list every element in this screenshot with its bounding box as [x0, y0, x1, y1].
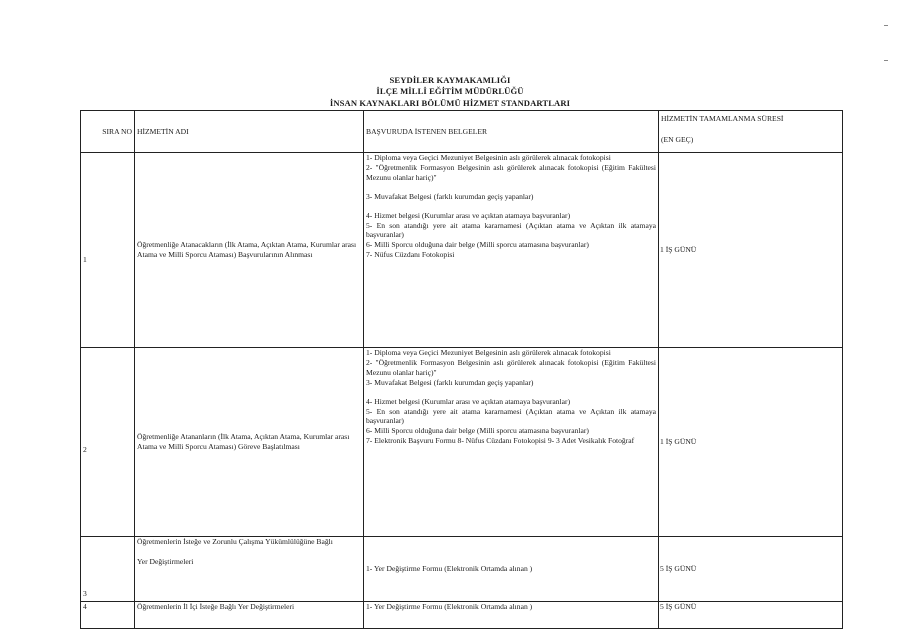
service-name-line: Yer Değiştirmeleri	[137, 556, 194, 566]
service-name: Öğretmenlerin İl İçi İsteğe Bağlı Yer Değiştirmeleri	[135, 602, 364, 629]
table-header-row	[81, 111, 843, 153]
row-number: 1	[81, 153, 135, 348]
row-number: 3	[81, 537, 135, 602]
row-number: 4	[81, 602, 135, 629]
required-documents	[364, 153, 659, 348]
table-row	[81, 602, 843, 629]
scan-speck	[884, 25, 888, 26]
completion-time: 5 İŞ GÜNÜ	[659, 602, 843, 629]
service-name	[135, 537, 364, 602]
header-no: SIRA NO	[81, 111, 135, 153]
document-item: 6- Milli Sporcu olduğuna dair belge (Milli sporcu atamasına başvuranlar)	[366, 426, 589, 436]
header-duration-title: HİZMETİN TAMAMLANMA SÜRESİ	[661, 114, 784, 123]
header-duration-note: (EN GEÇ)	[661, 134, 694, 144]
document-item: 1- Yer Değiştirme Formu (Elektronik Ortamda alınan )	[366, 602, 533, 611]
table-row	[81, 348, 843, 537]
institution-title: SEYDİLER KAYMAKAMLIĞI	[389, 75, 511, 85]
document-item: 3- Muvafakat Belgesi (farklı kurumdan geçiş yapanlar)	[366, 191, 534, 201]
header-duration	[659, 111, 843, 153]
header-service: HİZMETİN ADI	[135, 111, 364, 153]
document-item: 2- "Öğretmenlik Formasyon Belgesinin aslı görülerek alınacak fotokopisi (Eğitim Fakültesi Mezunu olanlar hariç)"	[366, 357, 656, 377]
service-name: Öğretmenliğe Atanacakların (İlk Atama, Açıktan Atama, Kurumlar arası Atama ve Milli Sporcu Ataması) Başvurularının Alınması	[135, 153, 364, 348]
required-documents	[364, 537, 659, 602]
header-documents: BAŞVURUDA İSTENEN BELGELER	[364, 111, 659, 153]
document-item: 4- Hizmet belgesi (Kurumlar arası ve açıktan atamaya başvuranlar)	[366, 210, 571, 220]
completion-time: 1 İŞ GÜNÜ	[659, 348, 843, 537]
service-standards-table	[80, 110, 843, 629]
document-item: 4- Hizmet belgesi (Kurumlar arası ve açıktan atamaya başvuranlar)	[366, 396, 571, 406]
required-documents	[364, 602, 659, 629]
document-item: 5- En son atandığı yere ait atama kararnamesi (Açıktan atama ve Açıktan ilk atamaya başvuranlar)	[366, 406, 656, 426]
directorate-title: İLÇE MİLLİ EĞİTİM MÜDÜRLÜĞÜ	[376, 86, 524, 96]
scan-speck	[884, 60, 888, 61]
document-item: 3- Muvafakat Belgesi (farklı kurumdan geçiş yapanlar)	[366, 377, 534, 387]
document-item: 6- Milli Sporcu olduğuna dair belge (Milli sporcu atamasına başvuranlar)	[366, 240, 589, 250]
completion-time: 1 İŞ GÜNÜ	[659, 153, 843, 348]
document-item: 7- Nüfus Cüzdanı Fotokopisi	[366, 250, 455, 260]
completion-time: 5 İŞ GÜNÜ	[659, 537, 843, 602]
service-name-line: Öğretmenlerin İsteğe ve Zorunlu Çalışma Yükümlülüğüne Bağlı	[137, 537, 333, 546]
document-item: 2- "Öğretmenlik Formasyon Belgesinin aslı görülerek alınacak fotokopisi (Eğitim Fakültesi Mezunu olanlar hariç)"	[366, 162, 656, 182]
table-row	[81, 537, 843, 602]
table-row	[81, 153, 843, 348]
document-item: 1- Yer Değiştirme Formu (Elektronik Ortamda alınan )	[366, 564, 533, 574]
document-item: 1- Diploma veya Geçici Mezuniyet Belgesinin aslı görülerek alınacak fotokopisi	[366, 153, 611, 162]
document-item: 1- Diploma veya Geçici Mezuniyet Belgesinin aslı görülerek alınacak fotokopisi	[366, 348, 611, 357]
document-item: 7- Elektronik Başvuru Formu 8- Nüfus Cüzdanı Fotokopisi 9- 3 Adet Vesikalık Fotoğraf	[366, 436, 635, 446]
required-documents	[364, 348, 659, 537]
row-number: 2	[81, 348, 135, 537]
service-name: Öğretmenliğe Atananların (İlk Atama, Açıktan Atama, Kurumlar arası Atama ve Milli Sporcu Ataması) Göreve Başlatılması	[135, 348, 364, 537]
document-title: İNSAN KAYNAKLARI BÖLÜMÜ HİZMET STANDARTLARI	[329, 98, 571, 108]
document-item: 5- En son atandığı yere ait atama kararnamesi (Açıktan atama ve Açıktan ilk atamaya başvuranlar)	[366, 220, 656, 240]
